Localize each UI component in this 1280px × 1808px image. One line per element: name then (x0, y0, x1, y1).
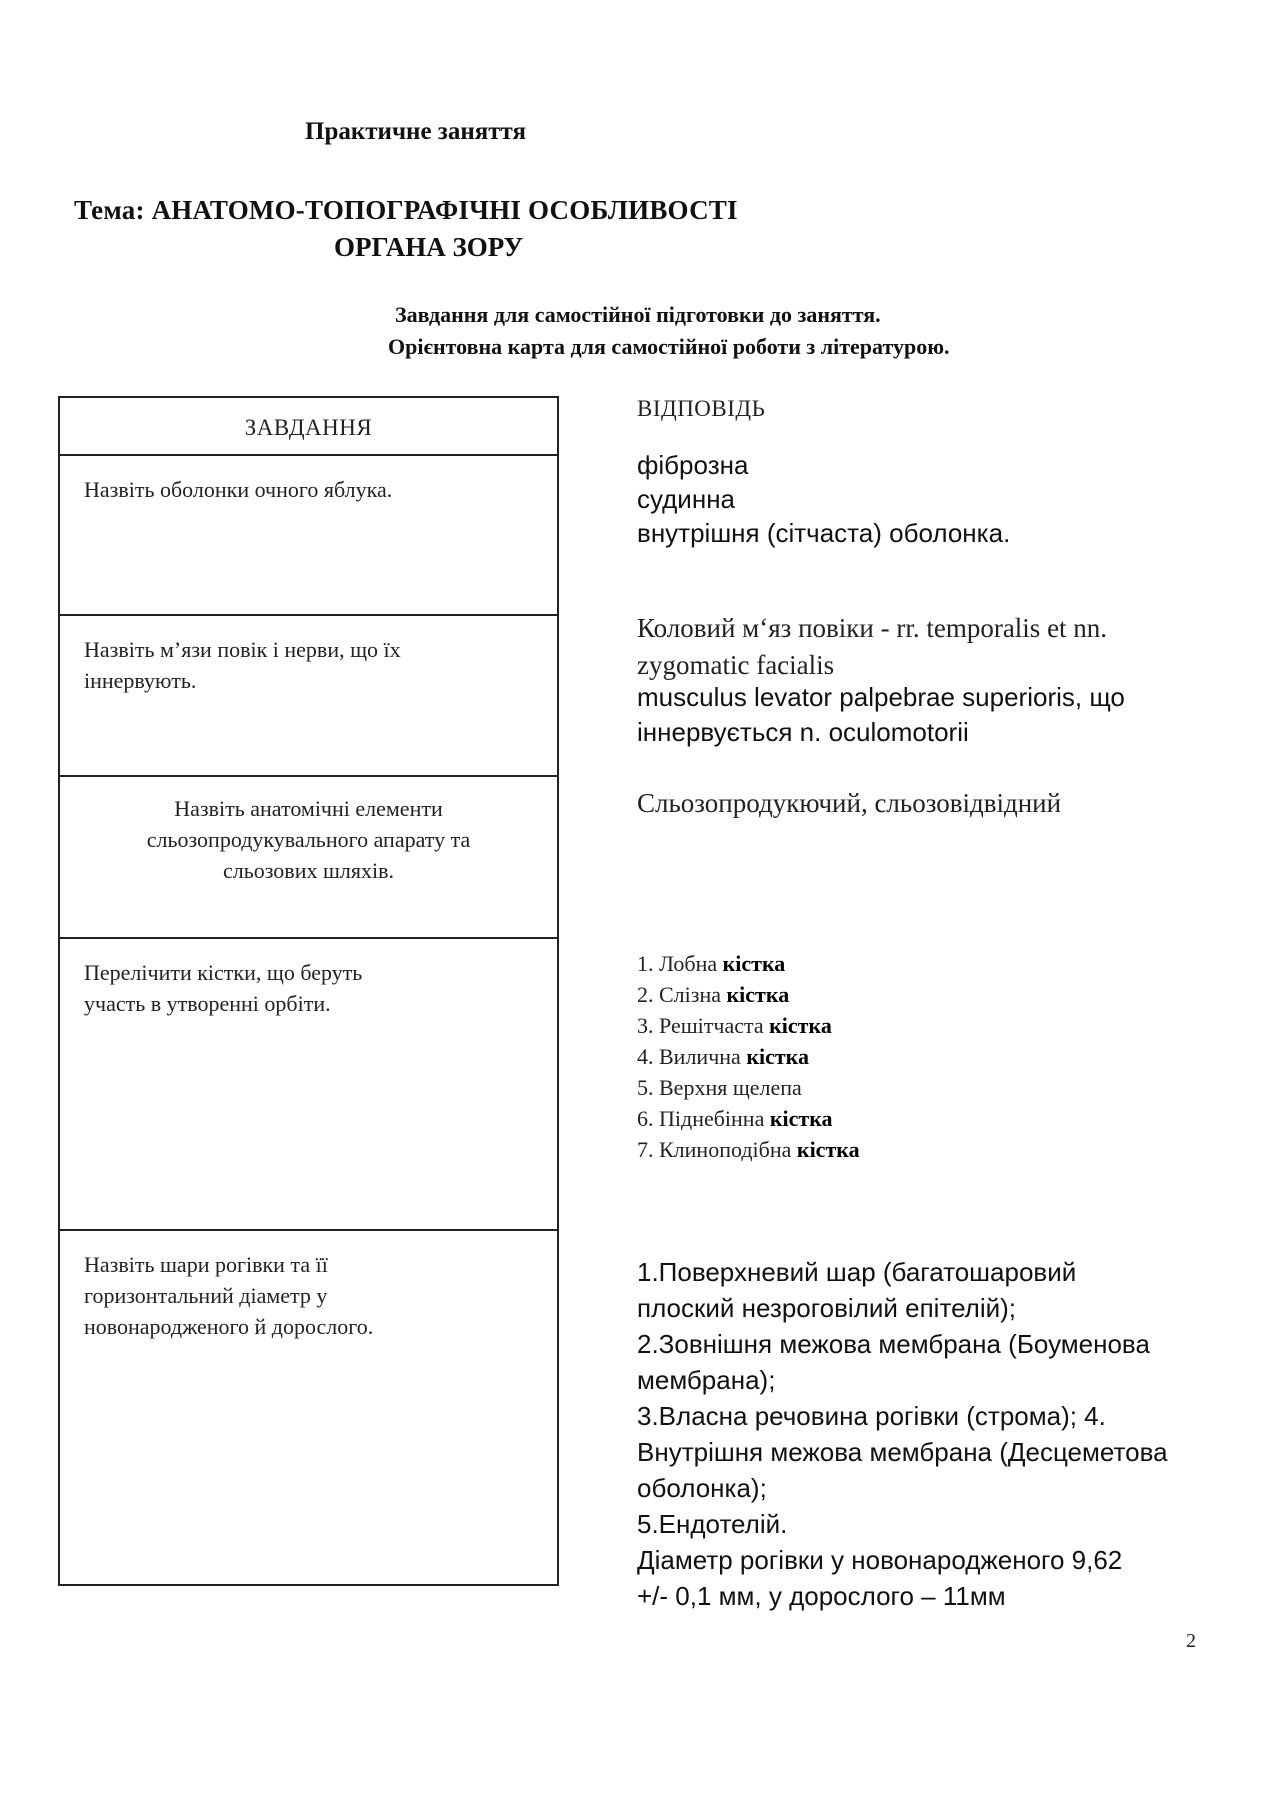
subtitle-line-1: Завдання для самостійної підготовки до заняття. (395, 302, 881, 327)
task-4-line: Перелічити кістки, що беруть (84, 960, 363, 985)
task-5-line: новонародженого й дорослого. (84, 1314, 374, 1339)
task-5-line: горизонтальний діаметр у (84, 1283, 328, 1308)
table-row (60, 937, 557, 1229)
task-3-line: Назвіть анатомічні елементи (174, 796, 443, 821)
answer-2-sans (637, 680, 1125, 750)
list-item: 5. Верхня щелепа (637, 1075, 802, 1100)
answer-5-line: 5.Ендотелій. (637, 1509, 788, 1539)
table-row (60, 775, 557, 937)
list-item: 1. Лобна кістка (637, 951, 786, 976)
table-header-row (60, 398, 557, 454)
list-item: 2. Слізна кістка (637, 982, 790, 1007)
topic-line-1: Тема: АНАТОМО-ТОПОГРАФІЧНІ ОСОБЛИВОСТІ (74, 195, 738, 225)
task-3-line: сльозових шляхів. (222, 858, 395, 883)
answer-2-line: іннервується n. oculomotorii (637, 717, 969, 747)
answer-1-line: внутрішня (сітчаста) оболонка. (637, 518, 1011, 548)
answer-3: Сльозопродукючий, сльозовідвідний (637, 788, 1062, 818)
topic-line-2: ОРГАНА ЗОРУ (334, 232, 524, 262)
answer-2-line: zygomatic facialis (637, 650, 835, 680)
subtitle-line-2: Орієнтовна карта для самостійної роботи з літературою. (388, 334, 950, 359)
answer-2-serif (637, 610, 1107, 684)
answer-1 (637, 448, 1010, 550)
answer-5-line: плоский незроговілий епітелій); (637, 1293, 1017, 1323)
table-row (60, 1229, 557, 1584)
list-item: 6. Піднебінна кістка (637, 1106, 833, 1131)
task-2-line: Назвіть м’язи повік і нерви, що їх (84, 637, 401, 662)
task-5-line: Назвіть шари рогівки та її (84, 1252, 328, 1277)
list-item: 4. Вилична кістка (637, 1044, 810, 1069)
answer-4-list (637, 948, 860, 1165)
answer-2-line: musculus levator palpebrae superioris, що (637, 682, 1125, 712)
task-4-line: участь в утворенні орбіти. (84, 991, 331, 1016)
page-number: 2 (1186, 1630, 1196, 1652)
list-item: 3. Решітчаста кістка (637, 1013, 832, 1038)
task-1-line: Назвіть оболонки очного яблука. (84, 477, 393, 502)
answer-5 (637, 1254, 1237, 1614)
answer-5-line: оболонка); (637, 1473, 767, 1503)
answer-1-line: судинна (637, 484, 736, 514)
page-title: Практичне заняття (305, 118, 527, 145)
answer-5-line: мембрана); (637, 1365, 776, 1395)
table-row (60, 454, 557, 614)
list-item: 7. Клиноподібна кістка (637, 1137, 860, 1162)
task-2-line: іннервують. (84, 668, 197, 693)
answer-5-line: Внутрішня межова мембрана (Десцеметова (637, 1437, 1168, 1467)
task-3-line: сльозопродукувального апарату та (146, 827, 471, 852)
answer-1-line: фіброзна (637, 450, 749, 480)
answer-2-line: Коловий м‘яз повіки - rr. temporalis et nn. (637, 613, 1108, 643)
answer-5-line: 1.Поверхневий шар (багатошаровий (637, 1257, 1077, 1287)
answers-header: ВІДПОВІДЬ (637, 396, 766, 421)
answer-5-line: +/- 0,1 мм, у дорослого – 11мм (637, 1581, 1006, 1611)
answer-5-line: 2.Зовнішня межова мембрана (Боуменова (637, 1329, 1150, 1359)
table-row (60, 614, 557, 775)
answer-5-line: 3.Власна речовина рогівки (строма); 4. (637, 1401, 1106, 1431)
tasks-table (58, 396, 559, 1586)
answer-5-line: Діаметр рогівки у новонародженого 9,62 (637, 1545, 1123, 1575)
table-header: ЗАВДАННЯ (244, 415, 373, 440)
